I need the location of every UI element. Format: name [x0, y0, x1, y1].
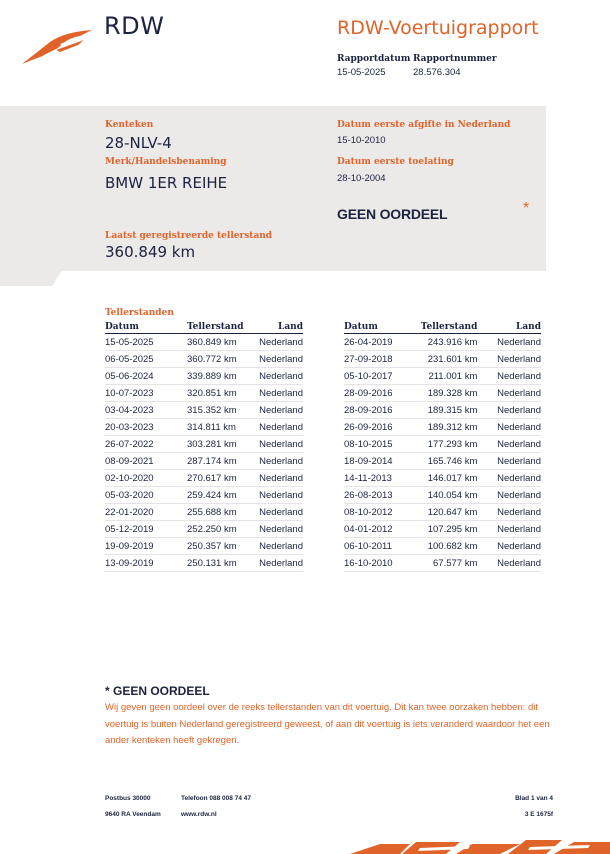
date-cell: 03-04-2023: [105, 402, 187, 419]
footer-website[interactable]: www.rdw.nl: [181, 811, 217, 818]
reading-cell: 189.328 km: [421, 385, 478, 402]
date-cell: 06-10-2011: [344, 538, 421, 555]
footer-page-number: Blad 1 van 4: [515, 795, 553, 802]
country-cell: Nederland: [251, 419, 303, 436]
footnote-title: * GEEN OORDEEL: [105, 684, 210, 698]
table-row: [344, 453, 541, 470]
date-cell: 06-05-2025: [105, 351, 187, 368]
reading-cell: 360.772 km: [187, 351, 251, 368]
country-cell: Nederland: [477, 470, 541, 487]
date-cell: 26-07-2022: [105, 436, 187, 453]
table-row: [344, 385, 541, 402]
table-row: [344, 521, 541, 538]
reading-cell: 120.647 km: [421, 504, 478, 521]
date-cell: 18-09-2014: [344, 453, 421, 470]
table-row: [344, 368, 541, 385]
country-cell: Nederland: [477, 351, 541, 368]
reading-cell: 315.352 km: [187, 402, 251, 419]
reading-cell: 189.315 km: [421, 402, 478, 419]
reading-cell: 243.916 km: [421, 334, 478, 351]
reading-cell: 252.250 km: [187, 521, 251, 538]
country-cell: Nederland: [477, 504, 541, 521]
reading-cell: 100.682 km: [421, 538, 478, 555]
table-row: [105, 402, 303, 419]
country-cell: Nederland: [477, 334, 541, 351]
date-cell: 15-05-2025: [105, 334, 187, 351]
table-row: [105, 521, 303, 538]
reading-cell: 255.688 km: [187, 504, 251, 521]
table-row: [344, 538, 541, 555]
table-row: [105, 436, 303, 453]
country-cell: Nederland: [477, 538, 541, 555]
readings-table-right: [344, 321, 541, 572]
footnote-text: Wij geven geen oordeel over de reeks tellerstanden van dit voertuig. Dit kan twee oorzaken hebben: dit voertuig is buiten Nederland geregistreerd geweest, of aan dit voertuig is iets veranderd waardoor het een ander kenteken heeft gekregen.: [105, 702, 550, 746]
report-number: 28.576.304: [413, 67, 461, 78]
date-cell: 10-07-2023: [105, 385, 187, 402]
date-cell: 13-09-2019: [105, 555, 187, 572]
reading-cell: 250.131 km: [187, 555, 251, 572]
date-cell: 28-09-2016: [344, 402, 421, 419]
table-header-row: [344, 321, 541, 334]
report-date: 15-05-2025: [337, 67, 386, 78]
country-cell: Nederland: [251, 470, 303, 487]
date-cell: 05-12-2019: [105, 521, 187, 538]
country-cell: Nederland: [477, 419, 541, 436]
table-row: [105, 453, 303, 470]
country-cell: Nederland: [251, 436, 303, 453]
country-cell: Nederland: [251, 351, 303, 368]
verdict-text: GEEN OORDEEL: [337, 206, 448, 222]
country-cell: Nederland: [477, 521, 541, 538]
col-country-header: Land: [251, 321, 303, 334]
country-cell: Nederland: [251, 334, 303, 351]
table-row: [344, 436, 541, 453]
date-cell: 02-10-2020: [105, 470, 187, 487]
date-cell: 08-10-2012: [344, 504, 421, 521]
reading-cell: 320.851 km: [187, 385, 251, 402]
reading-cell: 231.601 km: [421, 351, 478, 368]
reading-cell: 314.811 km: [187, 419, 251, 436]
last-reading-label: Laatst geregistreerde tellerstand: [105, 231, 273, 241]
table-row: [105, 334, 303, 351]
col-date-header: Datum: [105, 321, 187, 334]
verdict-asterisk: *: [523, 200, 530, 217]
readings-title: Tellerstanden: [105, 308, 174, 318]
col-country-header: Land: [477, 321, 541, 334]
first-nl-label: Datum eerste afgifte in Nederland: [337, 120, 511, 130]
rdw-logo-icon: [20, 26, 94, 66]
last-reading-value: 360.849 km: [105, 243, 196, 261]
make-label: Merk/Handelsbenaming: [105, 157, 227, 167]
footer-code: 3 E 1675f: [524, 811, 553, 818]
country-cell: Nederland: [251, 402, 303, 419]
country-cell: Nederland: [251, 538, 303, 555]
reading-cell: 67.577 km: [421, 555, 478, 572]
reading-cell: 177.293 km: [421, 436, 478, 453]
table-row: [105, 385, 303, 402]
country-cell: Nederland: [477, 402, 541, 419]
logo-text: RDW: [104, 12, 165, 40]
first-admission-label: Datum eerste toelating: [337, 157, 454, 167]
orange-stripes-icon: [350, 838, 610, 854]
reading-cell: 360.849 km: [187, 334, 251, 351]
date-cell: 08-10-2015: [344, 436, 421, 453]
country-cell: Nederland: [477, 436, 541, 453]
country-cell: Nederland: [477, 555, 541, 572]
vehicle-summary-panel: [0, 106, 546, 271]
table-row: [344, 402, 541, 419]
reading-cell: 287.174 km: [187, 453, 251, 470]
make-value: BMW 1ER REIHE: [105, 174, 228, 192]
report-number-label: Rapportnummer: [413, 54, 497, 64]
country-cell: Nederland: [251, 555, 303, 572]
table-header-row: [105, 321, 303, 334]
date-cell: 05-10-2017: [344, 368, 421, 385]
date-cell: 27-09-2018: [344, 351, 421, 368]
reading-cell: 250.357 km: [187, 538, 251, 555]
table-row: [344, 351, 541, 368]
table-row: [105, 487, 303, 504]
reading-cell: 259.424 km: [187, 487, 251, 504]
table-row: [105, 504, 303, 521]
date-cell: 26-04-2019: [344, 334, 421, 351]
first-nl-value: 15-10-2010: [337, 135, 386, 146]
col-reading-header: Tellerstand: [420, 321, 478, 332]
first-admission-value: 28-10-2004: [337, 173, 386, 184]
table-row: [344, 419, 541, 436]
plate-label: Kenteken: [105, 120, 154, 130]
table-row: [105, 470, 303, 487]
country-cell: Nederland: [251, 487, 303, 504]
country-cell: Nederland: [251, 521, 303, 538]
date-cell: 04-01-2012: [344, 521, 421, 538]
panel-lip-shape: [0, 270, 546, 286]
col-reading-header: Tellerstand: [187, 321, 251, 334]
report-date-label: Rapportdatum: [337, 54, 411, 64]
date-cell: 08-09-2021: [105, 453, 187, 470]
date-cell: 05-06-2024: [105, 368, 187, 385]
table-row: [105, 419, 303, 436]
table-row: [105, 538, 303, 555]
reading-cell: 270.617 km: [187, 470, 251, 487]
country-cell: Nederland: [251, 385, 303, 402]
country-cell: Nederland: [477, 453, 541, 470]
col-date-header: Datum: [344, 321, 421, 334]
footer-phone: Telefoon 088 008 74 47: [181, 795, 251, 802]
date-cell: 28-09-2016: [344, 385, 421, 402]
date-cell: 19-09-2019: [105, 538, 187, 555]
table-row: [344, 487, 541, 504]
reading-cell: 211.001 km: [421, 368, 478, 385]
date-cell: 26-09-2016: [344, 419, 421, 436]
reading-cell: 146.017 km: [421, 470, 478, 487]
table-row: [105, 368, 303, 385]
readings-table-left: [105, 321, 303, 572]
country-cell: Nederland: [477, 487, 541, 504]
table-row: [344, 334, 541, 351]
table-row: [344, 470, 541, 487]
country-cell: Nederland: [477, 385, 541, 402]
reading-cell: 165.746 km: [421, 453, 478, 470]
date-cell: 16-10-2010: [344, 555, 421, 572]
footer-city: 9640 RA Veendam: [105, 811, 161, 818]
reading-cell: 140.054 km: [421, 487, 478, 504]
table-row: [105, 351, 303, 368]
country-cell: Nederland: [251, 453, 303, 470]
table-row: [105, 555, 303, 572]
country-cell: Nederland: [251, 504, 303, 521]
reading-cell: 339.889 km: [187, 368, 251, 385]
table-row: [344, 504, 541, 521]
date-cell: 05-03-2020: [105, 487, 187, 504]
reading-cell: 107.295 km: [421, 521, 478, 538]
country-cell: Nederland: [251, 368, 303, 385]
date-cell: 22-01-2020: [105, 504, 187, 521]
report-title: RDW-Voertuigrapport: [337, 17, 539, 39]
date-cell: 20-03-2023: [105, 419, 187, 436]
country-cell: Nederland: [477, 368, 541, 385]
footer-postbus: Postbus 30000: [105, 795, 151, 802]
reading-cell: 303.281 km: [187, 436, 251, 453]
plate-value: 28-NLV-4: [105, 134, 172, 152]
table-row: [344, 555, 541, 572]
date-cell: 14-11-2013: [344, 470, 421, 487]
reading-cell: 189.312 km: [421, 419, 478, 436]
date-cell: 26-08-2013: [344, 487, 421, 504]
